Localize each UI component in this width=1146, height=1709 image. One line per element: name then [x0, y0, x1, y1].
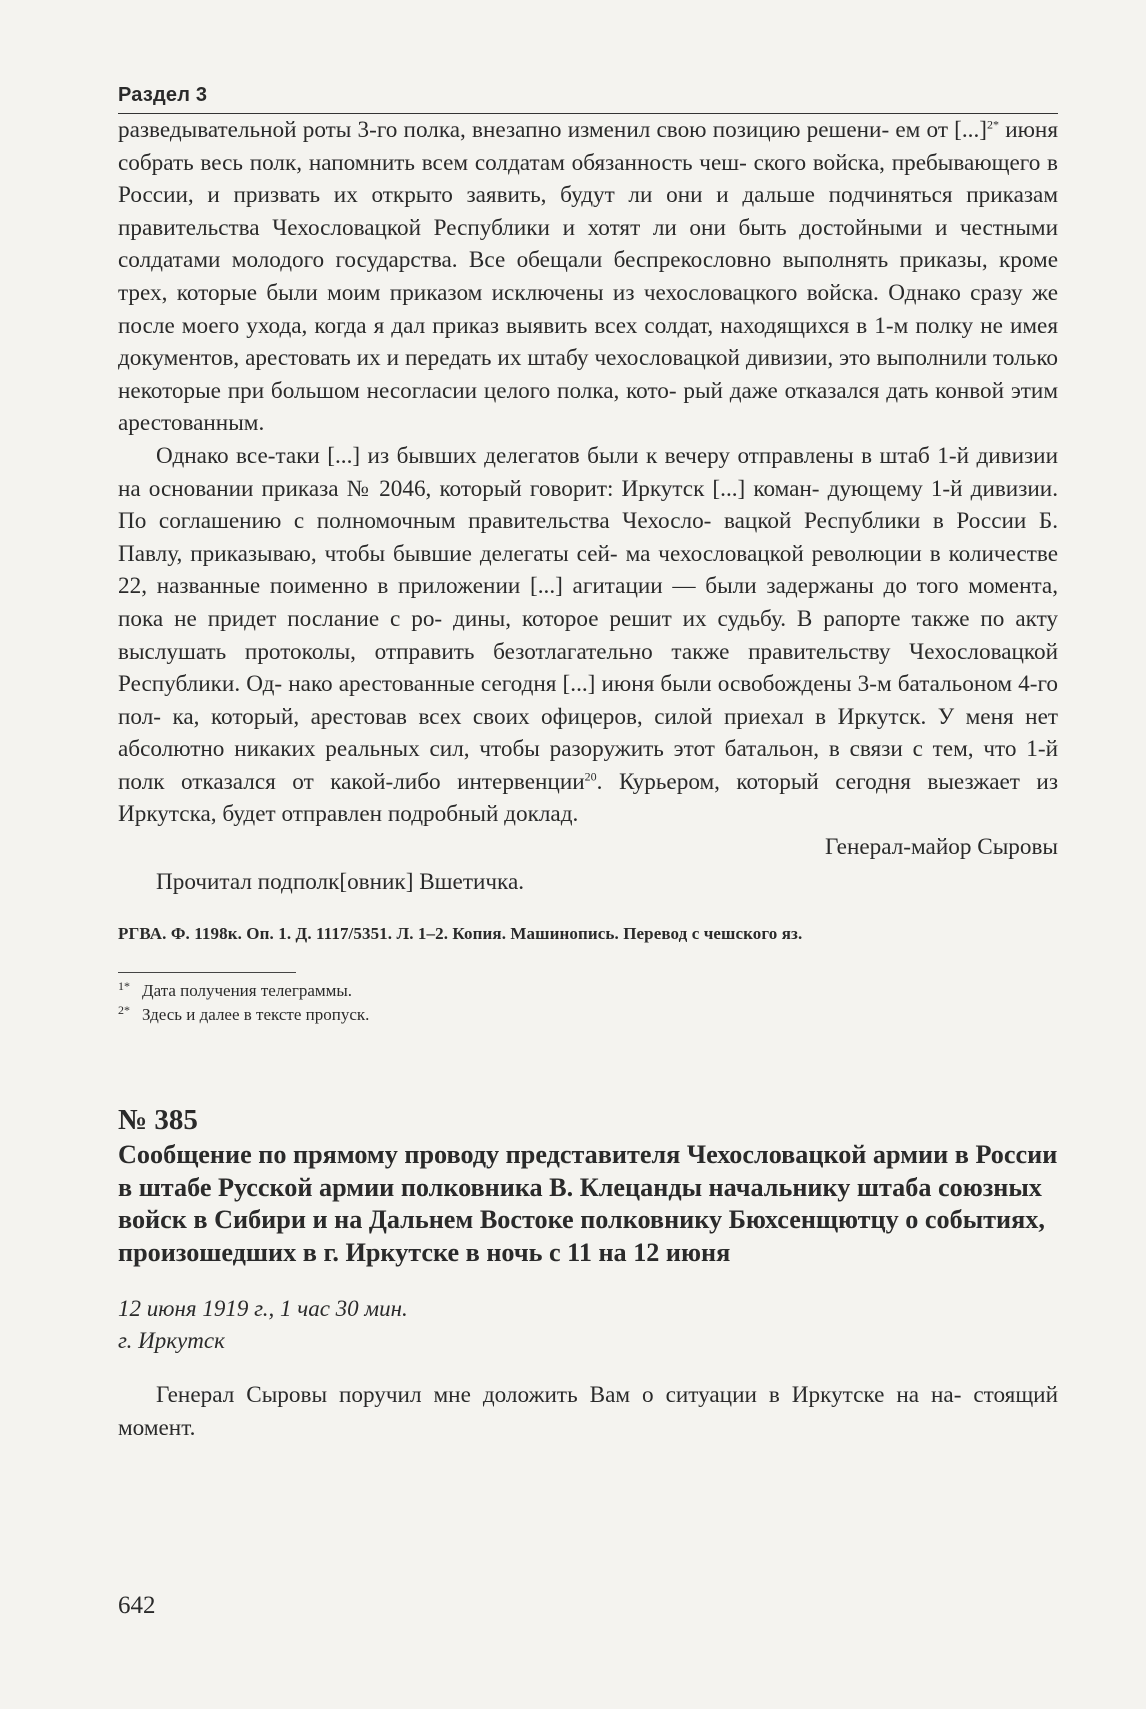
- archive-source: РГВА. Ф. 1198к. Оп. 1. Д. 1117/5351. Л. 1–2. Копия. Машинопись. Перевод с чешского яз.: [118, 924, 803, 944]
- book-page: [118, 84, 1058, 1684]
- document-title: Сообщение по прямому проводу представителя Чехословацкой армии в России в штабе Русской армии полковника В. Клецанды начальнику штаба союзных войск в Сибири и на Дальнем Востоке полковнику Бюхсенщютцу о событиях, произошедших в г. Иркутске в ночь с 11 на 12 июня: [118, 1140, 1058, 1267]
- document-place: г. Иркутск: [118, 1328, 225, 1354]
- paragraph-1: разведывательной роты 3-го полка, внезапно изменил свою позицию решени- ем от [...]$^{2*}$ июня собрать весь полк, напомнить всем солдатам обязанность чеш- ского войска, пребывающего в России, и призвать их открыто заявить, будут ли они и дальше подчиняться приказам правительства Чехословацкой Республики и хотят ли они быть достойными и честными солдатами молодого государства. Все обещали беспрекословно выполнять приказы, кроме трех, которые были моим приказом исключены из чехословацкого войска. Однако сразу же после моего ухода, когда я дал приказ выявить всех солдат, находящихся в 1-м полку не имея документов, арестовать их и передать их штабу чехословацкой дивизии, это выполнили только некоторые при большом несогласии целого полка, кото- рый даже отказался дать конвой этим арестованным.: [118, 117, 1059, 437]
- document-385-paragraph: Генерал Сыровы поручил мне доложить Вам о ситуации в Иркутске на на- стоящий момент.: [118, 1382, 1058, 1441]
- footnote-2: 2* Здесь и далее в тексте пропуск.: [118, 1002, 370, 1025]
- document-date: 12 июня 1919 г., 1 час 30 мин.: [118, 1296, 408, 1322]
- document-dateline: [118, 1293, 1058, 1357]
- paragraph-2: Однако все-таки [...] из бывших делегатов были к вечеру отправлены в штаб 1-й дивизии на основании приказа № 2046, который говорит: Иркутск [...] коман- дующему 1-й дивизии. По соглашению с полномочным правительства Чехосло- вацкой Республики в России Б. Павлу, приказываю, чтобы бывшие делегаты сей- ма чехословацкой революции в количестве 22, названные поименно в приложении [...] агитации — были задержаны до того момента, пока не придет послание с ро- дины, которое решит их судьбу. В рапорте также по акту выслушать протоколы, отправить безотлагательно также правительству Чехословацкой Республики. Од- нако арестованные сегодня [...] июня были освобождены 3-м батальоном 4-го пол- ка, который, арестовав всех своих офицеров, силой приехал в Иркутск. У меня нет абсолютно никаких реальных сил, чтобы разоружить этот батальон, в связи с тем, что 1-й полк отказался от какой-либо интервенции$^{20}$. Курьером, который сегодня выезжает из Иркутска, будет отправлен подробный доклад.: [118, 442, 1058, 828]
- document-number: № 385: [118, 1104, 198, 1137]
- footnote-ref-2[interactable]: 2*: [987, 117, 999, 132]
- document-384-text: [118, 114, 1058, 898]
- footnote-divider: [118, 972, 296, 973]
- endnote-ref-20[interactable]: 20: [584, 769, 597, 784]
- running-head: Раздел 3: [118, 84, 1058, 114]
- page-number: 642: [118, 1592, 156, 1619]
- footnotes: [118, 979, 1058, 1027]
- document-385-text: [118, 1379, 1058, 1444]
- signature: Генерал-майор Сыровы: [825, 834, 1058, 861]
- read-by-note: Прочитал подполк[овник] Вшетичка.: [156, 868, 525, 895]
- footnote-1: 1* Дата получения телеграммы.: [118, 978, 353, 1001]
